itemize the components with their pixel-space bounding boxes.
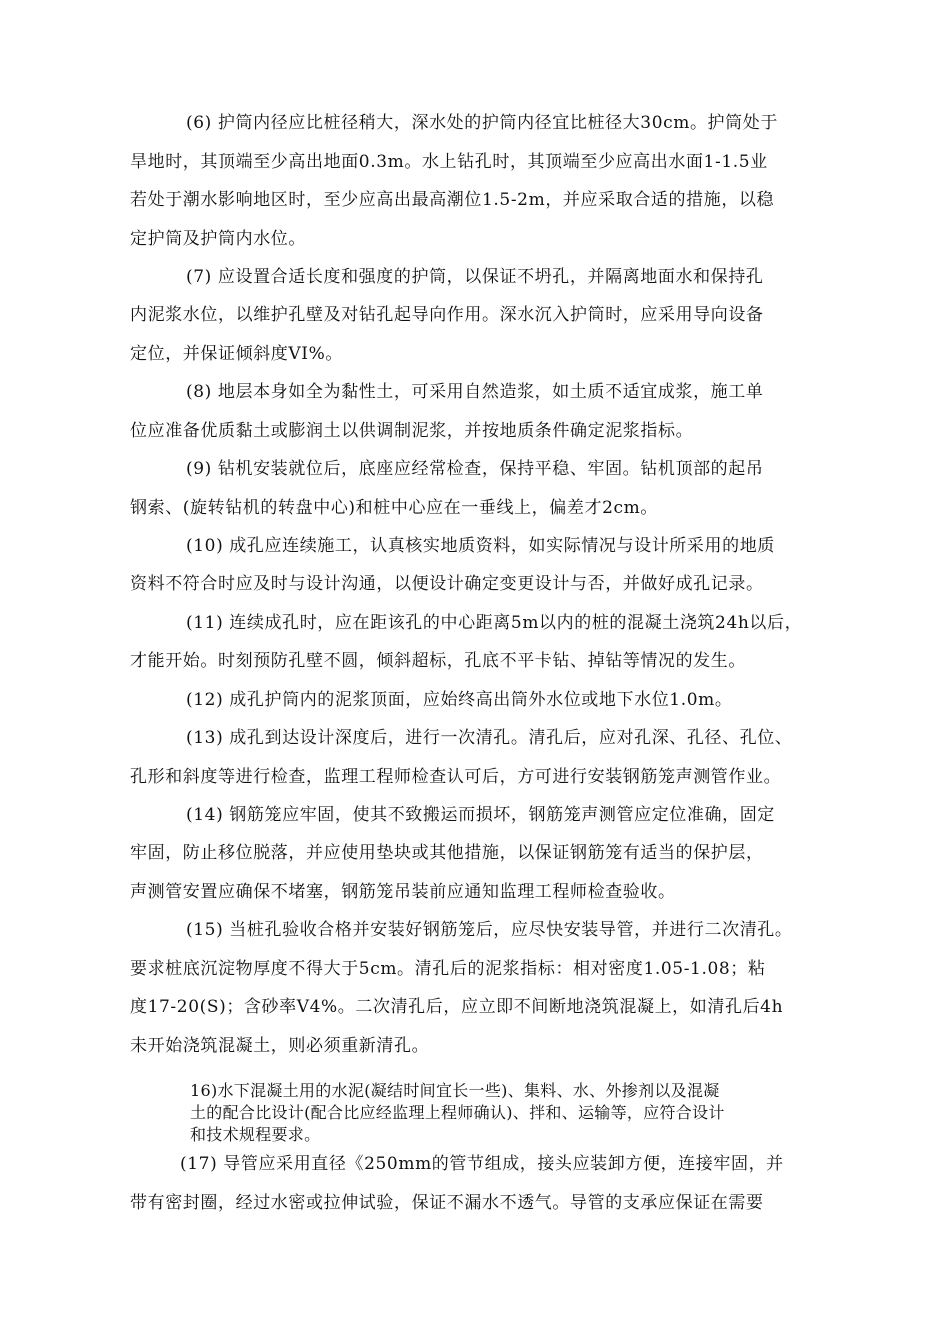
paragraph-14-line-1: (14) 钢筋笼应牢固，使其不致搬运而损坏，钢筋笼声测管应定位准确，固定 xyxy=(186,805,775,825)
paragraph-15-line-4: 未开始浇筑混凝土，则必须重新清孔。 xyxy=(130,1036,430,1056)
paragraph-7-line-2: 内泥浆水位，以维护孔壁及对钻孔起导向作用。深水沉入护筒时，应采用导向设备 xyxy=(130,305,764,325)
paragraph-16-line-3: 和技术规程要求。 xyxy=(190,1125,321,1144)
paragraph-9-line-1: (9) 钻机安装就位后，底座应经常检查，保持平稳、牢固。钻机顶部的起吊 xyxy=(186,459,764,479)
paragraph-6-line-4: 定护筒及护筒内水位。 xyxy=(130,229,306,249)
paragraph-10-line-1: (10) 成孔应连续施工，认真核实地质资料，如实际情况与设计所采用的地质 xyxy=(186,536,775,556)
paragraph-9-line-2: 钢索、(旋转钻机的转盘中心)和桩中心应在一垂线上，偏差才2cm。 xyxy=(130,498,658,518)
paragraph-7-line-1: (7) 应设置合适长度和强度的护筒，以保证不坍孔，并隔离地面水和保持孔 xyxy=(186,267,764,287)
paragraph-14-line-2: 牢固，防止移位脱落，并应使用垫块或其他措施，以保证钢筋笼有适当的保护层， xyxy=(130,843,764,863)
paragraph-17-line-2: 带有密封圈，经过水密或拉伸试验，保证不漏水不透气。导管的支承应保证在需要 xyxy=(130,1193,764,1213)
paragraph-14-line-3: 声测管安置应确保不堵塞，钢筋笼吊装前应通知监理工程师检查验收。 xyxy=(130,882,676,902)
paragraph-11-line-2: 才能开始。时刻预防孔壁不圆，倾斜超标，孔底不平卡钻、掉钻等情况的发生。 xyxy=(130,651,746,671)
paragraph-13-line-1: (13) 成孔到达设计深度后，进行一次清孔。清孔后，应对孔深、孔径、孔位、 xyxy=(186,728,793,748)
paragraph-12-line-1: (12) 成孔护筒内的泥浆顶面，应始终高出筒外水位或地下水位1.0m。 xyxy=(186,690,733,710)
paragraph-8-line-2: 位应准备优质黏土或膨润土以供调制泥浆，并按地质条件确定泥浆指标。 xyxy=(130,421,694,441)
paragraph-6-line-1: (6) 护筒内径应比桩径稍大，深水处的护筒内径宜比桩径大30cm。护筒处于 xyxy=(186,113,778,133)
paragraph-6-line-2: 旱地时，其顶端至少高出地面0.3m。水上钻孔时，其顶端至少应高出水面1-1.5业 xyxy=(130,152,768,172)
paragraph-15-line-2: 要求桩底沉淀物厚度不得大于5cm。清孔后的泥浆指标：相对密度1.05-1.08；粘 xyxy=(130,959,766,979)
paragraph-6-line-3: 若处于潮水影响地区时，至少应高出最高潮位1.5-2m，并应采取合适的措施，以稳 xyxy=(130,190,775,210)
paragraph-8-line-1: (8) 地层本身如全为黏性土，可采用自然造浆，如土质不适宜成浆，施工单 xyxy=(186,382,764,402)
paragraph-10-line-2: 资料不符合时应及时与设计沟通，以便设计确定变更设计与否，并做好成孔记录。 xyxy=(130,574,764,594)
paragraph-11-line-1: (11) 连续成孔时，应在距该孔的中心距离5m以内的桩的混凝土浇筑24h以后， xyxy=(186,613,803,633)
paragraph-17-line-1: (17) 导管应采用直径《250mm的管节组成，接头应装卸方便，连接牢固，并 xyxy=(180,1154,784,1174)
paragraph-15-line-3: 度17-20(S)；含砂率V4%。二次清孔后，应立即不间断地浇筑混凝上，如清孔后4h xyxy=(130,997,784,1017)
paragraph-7-line-3: 定位，并保证倾斜度VI%。 xyxy=(130,344,343,364)
paragraph-13-line-2: 孔形和斜度等进行检查，监理工程师检查认可后，方可进行安装钢筋笼声测管作业。 xyxy=(130,767,782,787)
paragraph-16-line-2: 土的配合比设计(配合比应经监理上程师确认)、拌和、运输等，应符合设计 xyxy=(190,1103,725,1122)
paragraph-16-line-1: 16)水下混凝土用的水泥(凝结时间宜长一些)、集料、水、外掺剂以及混凝 xyxy=(190,1081,720,1100)
paragraph-15-line-1: (15) 当桩孔验收合格并安装好钢筋笼后，应尽快安装导管，并进行二次清孔。 xyxy=(186,920,793,940)
